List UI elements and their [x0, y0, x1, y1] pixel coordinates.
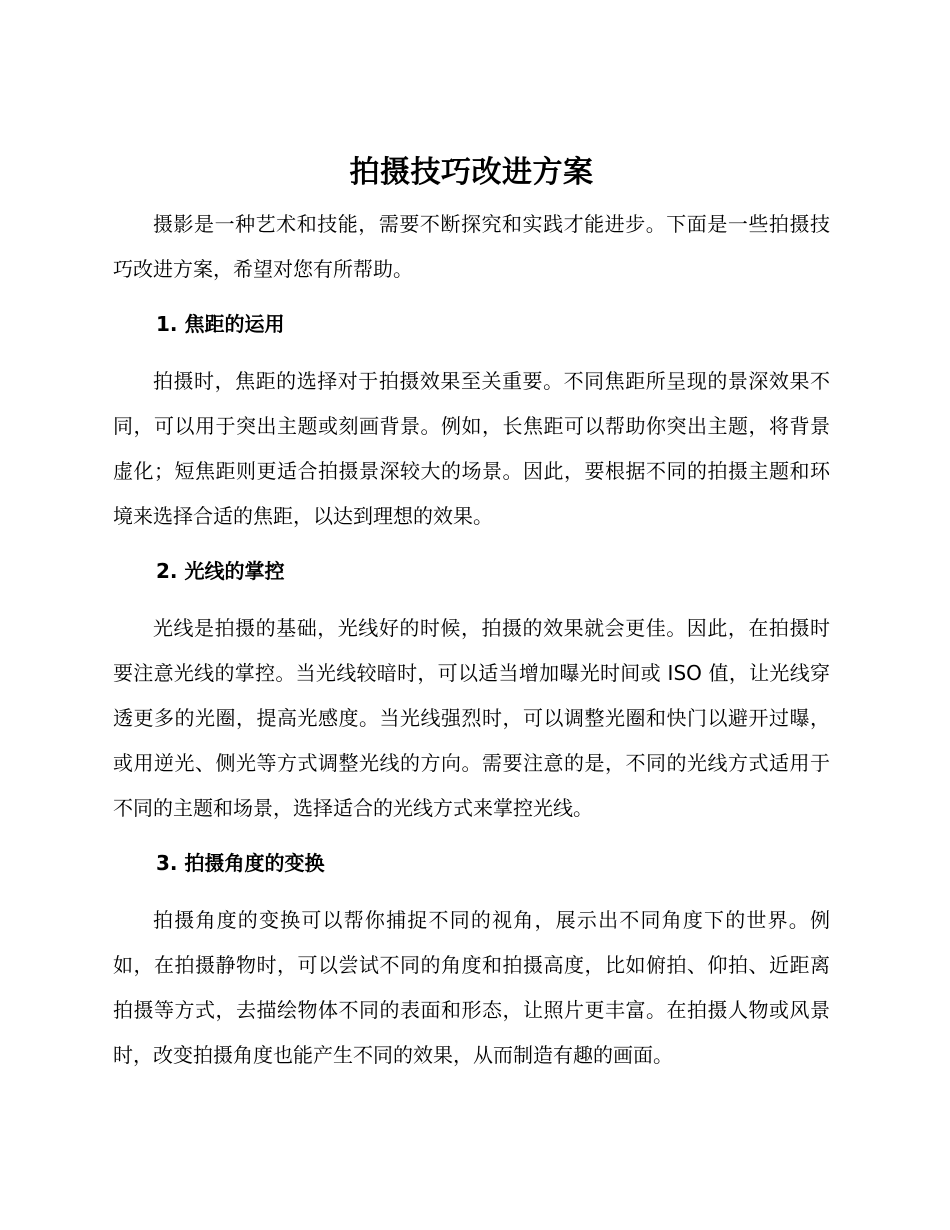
- section-heading: 1. 焦距的运用: [156, 312, 285, 336]
- section-body: 光线是拍摄的基础，光线好的时候，拍摄的效果就会更佳。因此，在拍摄时要注意光线的掌控。当光线较暗时，可以适当增加曝光时间或 ISO 值，让光线穿透更多的光圈，提高光感度。当光线强烈时，可以调整光圈和快门以避开过曝，或用逆光、侧光等方式调整光线的方向。需要注意的是，不同的光线方式适用于不同的主题和场景，选择适合的光线方式来掌控光线。: [113, 616, 830, 820]
- section-body: 拍摄角度的变换可以帮你捕捉不同的视角，展示出不同角度下的世界。例如，在拍摄静物时，可以尝试不同的角度和拍摄高度，比如俯拍、仰拍、近距离拍摄等方式，去描绘物体不同的表面和形态，让照片更丰富。在拍摄人物或风景时，改变拍摄角度也能产生不同的效果，从而制造有趣的画面。: [113, 908, 830, 1067]
- section-heading: 2. 光线的掌控: [156, 559, 285, 583]
- section-heading: 3. 拍摄角度的变换: [156, 851, 325, 875]
- section-shooting-angle: [113, 841, 830, 1078]
- document-title: 拍摄技巧改进方案: [349, 155, 594, 190]
- section-lighting: [113, 549, 830, 831]
- section-body: 拍摄时，焦距的选择对于拍摄效果至关重要。不同焦距所呈现的景深效果不同，可以用于突出主题或刻画背景。例如，长焦距可以帮助你突出主题，将背景虚化；短焦距则更适合拍摄景深较大的场景。因此，要根据不同的拍摄主题和环境来选择合适的焦距，以达到理想的效果。: [113, 369, 830, 528]
- document-page: [113, 148, 830, 1078]
- section-focal-length: [113, 302, 830, 539]
- intro-paragraph: 摄影是一种艺术和技能，需要不断探究和实践才能进步。下面是一些拍摄技巧改进方案，希望对您有所帮助。: [113, 212, 830, 281]
